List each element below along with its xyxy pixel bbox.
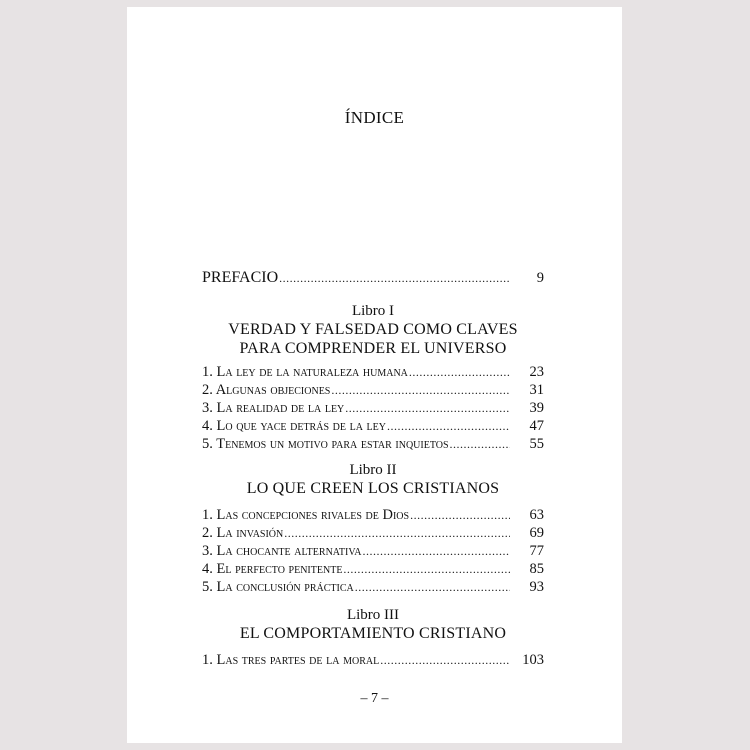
dot-leader (279, 269, 510, 287)
entry-label: PREFACIO (202, 269, 279, 286)
toc-entry-preface (202, 269, 544, 287)
entry-label: 2. La invasión (202, 525, 284, 541)
entry-page: 63 (529, 507, 544, 523)
book-title-line: LO QUE CREEN LOS CRISTIANOS (246, 480, 500, 497)
entry-label: 1. La ley de la naturaleza humana (202, 364, 408, 380)
toc-entry (202, 542, 544, 560)
entry-label: 3. La realidad de la ley (202, 400, 345, 416)
toc-entry (202, 524, 544, 542)
book-title-line: VERDAD Y FALSEDAD COMO CLAVES (228, 321, 518, 338)
entry-page: 9 (536, 270, 544, 286)
toc-entry (202, 381, 544, 399)
dot-leader (380, 651, 510, 669)
dot-leader (363, 542, 511, 560)
dot-leader (331, 381, 510, 399)
book-title-line: PARA COMPRENDER EL UNIVERSO (239, 340, 507, 357)
book-number: Libro III (346, 607, 400, 623)
toc-book-1 (202, 363, 544, 453)
entry-page: 39 (529, 400, 544, 416)
page-number: – 7 – (360, 691, 389, 706)
book-heading-1 (202, 303, 544, 358)
toc-preface (202, 269, 544, 287)
toc-entry (202, 363, 544, 381)
toc-entry (202, 435, 544, 453)
entry-page: 47 (529, 418, 544, 434)
entry-label: 1. Las tres partes de la moral (202, 652, 380, 668)
dot-leader (284, 524, 510, 542)
dot-leader (409, 363, 510, 381)
entry-page: 55 (529, 436, 544, 452)
entry-page: 93 (529, 579, 544, 595)
toc-book-2 (202, 506, 544, 596)
entry-label: 5. La conclusión práctica (202, 579, 354, 595)
book-heading-2 (202, 462, 544, 498)
toc-entry (202, 560, 544, 578)
dot-leader (345, 399, 510, 417)
entry-page: 23 (529, 364, 544, 380)
toc-entry (202, 651, 544, 669)
book-heading-3 (202, 607, 544, 643)
entry-label: 4. Lo que yace detrás de la ley (202, 418, 386, 434)
entry-label: 1. Las concepciones rivales de Dios (202, 507, 410, 523)
dot-leader (450, 435, 510, 453)
entry-label: 4. El perfecto penitente (202, 561, 343, 577)
dot-leader (355, 578, 510, 596)
toc-entry (202, 417, 544, 435)
toc-book-3 (202, 651, 544, 669)
book-title-line: EL COMPORTAMIENTO CRISTIANO (239, 625, 507, 642)
book-page (127, 7, 622, 743)
book-number: Libro I (351, 303, 395, 319)
dot-leader (343, 560, 510, 578)
dot-leader (387, 417, 510, 435)
entry-label: 3. La chocante alternativa (202, 543, 362, 559)
entry-page: 103 (522, 652, 544, 668)
entry-page: 31 (529, 382, 544, 398)
toc-entry (202, 399, 544, 417)
page-title: ÍNDICE (344, 108, 405, 127)
entry-page: 69 (529, 525, 544, 541)
entry-label: 5. Tenemos un motivo para estar inquietos (202, 436, 449, 452)
dot-leader (410, 506, 510, 524)
toc-entry (202, 578, 544, 596)
entry-label: 2. Algunas objeciones (202, 382, 331, 398)
book-number: Libro II (349, 462, 397, 478)
entry-page: 77 (529, 543, 544, 559)
entry-page: 85 (529, 561, 544, 577)
toc-entry (202, 506, 544, 524)
